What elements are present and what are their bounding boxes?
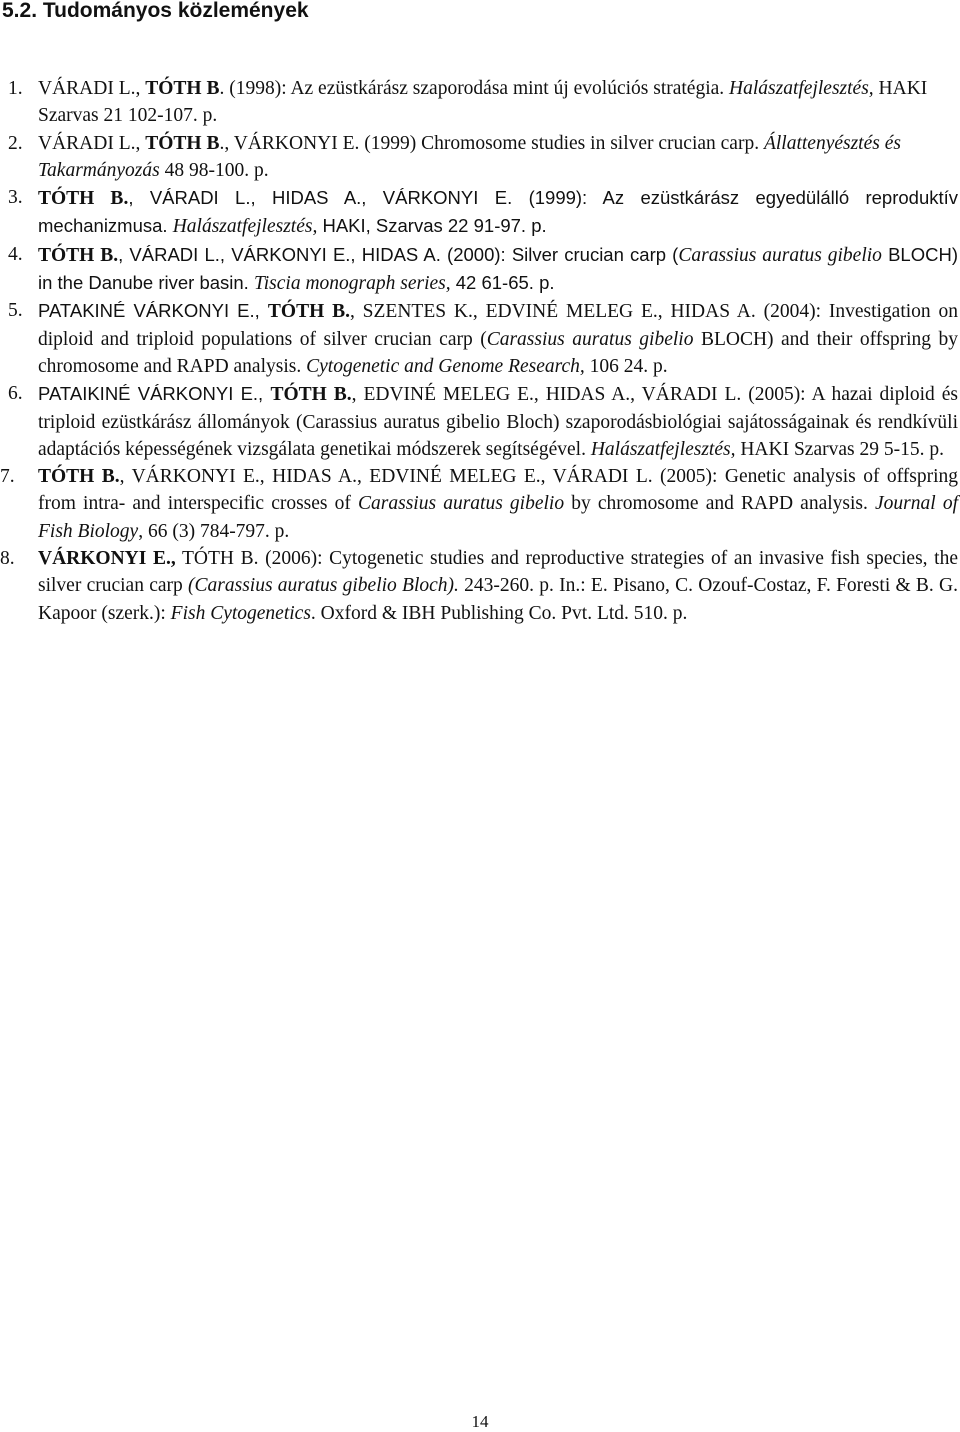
reference-text xyxy=(38,545,958,627)
reference-title-cont: 243-260. p. In.: E. Pisano, C. Ozouf-Costaz, F. Foresti & B. G. Kapoor (szerk.): xyxy=(38,575,958,624)
journal-name: Halászatfejlesztés, xyxy=(172,216,318,238)
reference-pages: 106 24. p. xyxy=(584,355,668,377)
journal-name: Cytogenetic and Genome Research, xyxy=(306,355,585,377)
journal-name: Journal of Fish Biology xyxy=(38,493,958,542)
reference-pages: 42 61-65. p. xyxy=(450,272,555,294)
reference-title: , VÁRKONYI E., HIDAS A., EDVINÉ MELEG E., VÁRADI L. (2005): Genetic analysis of offspring from intra- and interspecific crosses of xyxy=(38,466,958,515)
reference-item-1 xyxy=(0,75,958,130)
reference-item-5 xyxy=(0,297,958,380)
highlighted-author: TÓTH B. xyxy=(38,466,120,488)
book-title: Fish Cytogenetics xyxy=(170,602,311,624)
reference-pages: HAKI Szarvas 29 5-15. p. xyxy=(735,438,944,460)
reference-title: TÓTH B. (2006): Cytogenetic studies and reproductive strategies of an invasive fish species, the silver crucian carp xyxy=(38,548,958,597)
reference-pages: HAKI Szarvas 21 102-107. p. xyxy=(38,78,928,127)
species-name: Carassius auratus gibelio xyxy=(678,244,882,266)
reference-pages: 48 98-100. p. xyxy=(159,159,269,181)
reference-title: , VÁRADI L., HIDAS A., VÁRKONYI E. (1999): Az ezüstkárász egyedülálló reproduktív mechanizmusa. xyxy=(38,187,959,237)
journal-name: Halászatfejlesztés, xyxy=(729,78,874,99)
reference-publisher: . Oxford & IBH Publishing Co. Pvt. Ltd. 510. p. xyxy=(310,602,688,624)
reference-text xyxy=(38,241,958,298)
reference-text xyxy=(38,184,958,241)
highlighted-author: TÓTH B xyxy=(145,132,220,154)
reference-authors: VÁRADI L., xyxy=(38,78,146,99)
reference-pages: , 66 (3) 784-797. p. xyxy=(138,520,290,542)
section-heading: 5.2. Tudományos közlemények xyxy=(2,0,309,22)
reference-authors: PATAKINÉ VÁRKONYI E., xyxy=(38,300,268,322)
reference-item-4 xyxy=(0,241,958,298)
reference-title: , SZENTES K., EDVINÉ MELEG E., HIDAS A. (2004): Investigation on diploid and triploid populations of silver crucian carp ( xyxy=(38,301,958,350)
page-number: 14 xyxy=(471,1412,489,1431)
reference-number: 6. xyxy=(8,383,23,405)
species-name: Carassius auratus gibelio xyxy=(358,493,565,515)
reference-text xyxy=(38,130,958,185)
reference-text xyxy=(38,75,958,130)
reference-title: ., VÁRKONYI E. (1999) Chromosome studies in silver crucian carp. xyxy=(219,132,764,154)
reference-item-3 xyxy=(0,184,958,241)
highlighted-author: TÓTH B. xyxy=(38,244,119,266)
reference-title-cont: by chromosome and RAPD analysis. xyxy=(564,493,876,515)
reference-pages: HAKI, Szarvas 22 91-97. p. xyxy=(317,215,547,237)
highlighted-author: VÁRKONYI E., xyxy=(38,548,176,570)
reference-authors: VÁRADI L., xyxy=(38,132,146,154)
journal-name: Tiscia monograph series, xyxy=(253,273,451,295)
highlighted-author: TÓTH B. xyxy=(38,188,129,210)
reference-authors: PATAIKINÉ VÁRKONYI E., xyxy=(38,383,271,405)
reference-number: 8. xyxy=(0,548,15,570)
reference-number: 1. xyxy=(8,78,23,99)
reference-number: 5. xyxy=(8,300,23,322)
reference-list xyxy=(0,75,958,627)
reference-item-7 xyxy=(0,463,958,545)
reference-text xyxy=(38,380,958,463)
species-name: (Carassius auratus gibelio Bloch). xyxy=(188,575,459,597)
reference-item-8 xyxy=(0,545,958,627)
reference-number: 3. xyxy=(8,187,23,209)
reference-title-cont: BLOCH) and their offspring by chromosome and RAPD analysis. xyxy=(38,328,959,377)
highlighted-author: TÓTH B xyxy=(145,78,220,99)
highlighted-author: TÓTH B. xyxy=(270,384,352,406)
reference-number: 2. xyxy=(8,132,23,154)
journal-name: Halászatfejlesztés, xyxy=(590,438,736,460)
species-name: Carassius auratus gibelio xyxy=(486,328,694,350)
reference-title-cont: BLOCH) in the Danube river basin. xyxy=(38,243,958,294)
reference-text xyxy=(38,463,958,545)
highlighted-author: TÓTH B. xyxy=(267,301,350,323)
reference-title: , EDVINÉ MELEG E., HIDAS A., VÁRADI L. (2005): A hazai diploid és triploid ezüstkárász állományok (Carassius auratus gibelio Bloch) szaporodásbiológiai sajátosságainak és rendkívüli adaptációs képességének vizsgálata genetikai módszerek segítségével. xyxy=(38,384,959,460)
reference-item-6 xyxy=(0,380,958,463)
reference-title: , VÁRADI L., VÁRKONYI E., HIDAS A. (2000): Silver crucian carp ( xyxy=(118,243,679,265)
journal-name: Állattenyésztés és Takarmányozás xyxy=(38,132,901,181)
reference-number: 4. xyxy=(8,243,23,265)
reference-title: . (1998): Az ezüstkárász szaporodása mint új evolúciós stratégia. xyxy=(219,78,730,99)
reference-text xyxy=(38,297,958,380)
reference-number: 7. xyxy=(0,466,15,488)
reference-item-2 xyxy=(0,130,958,185)
